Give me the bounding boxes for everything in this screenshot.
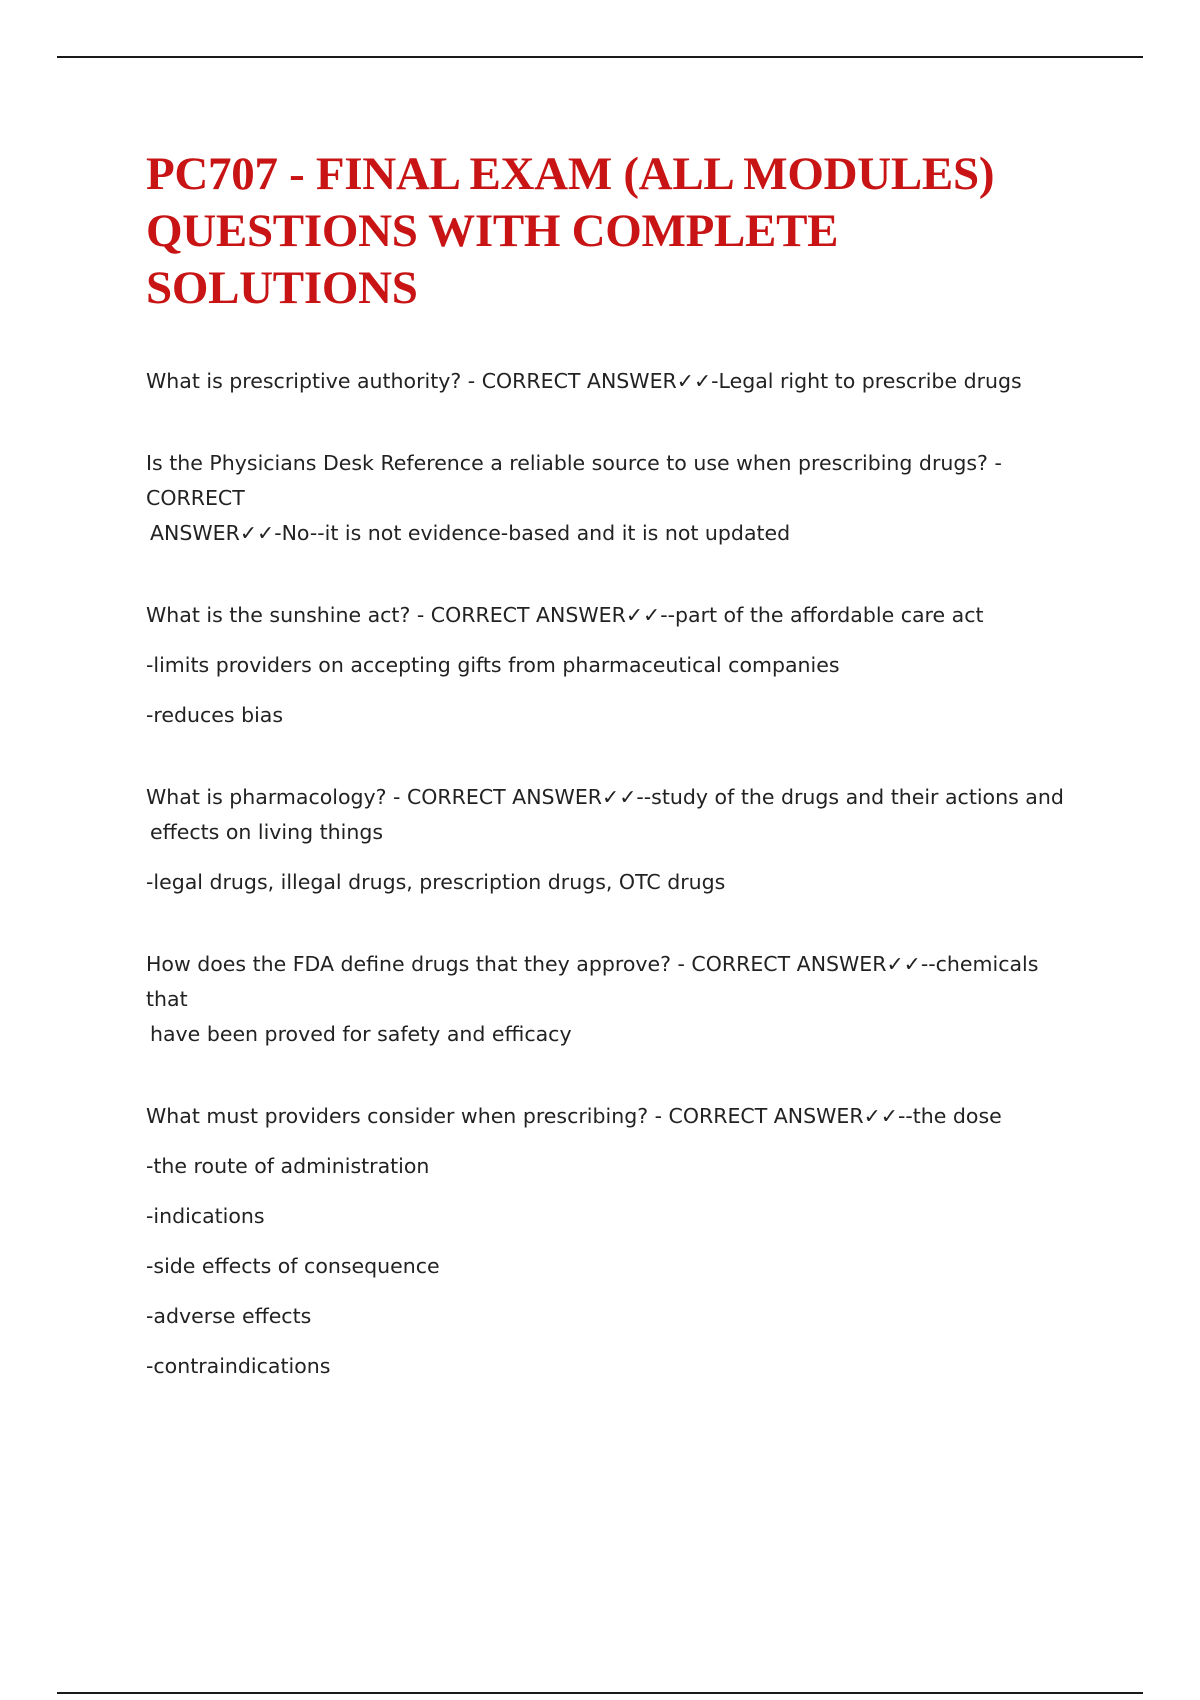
top-rule bbox=[57, 56, 1143, 58]
question-line: What is pharmacology? - CORRECT ANSWER✓✓--study of the drugs and their actions and bbox=[146, 785, 1064, 809]
qa-item bbox=[146, 780, 1076, 900]
answer-detail: -contraindications bbox=[146, 1354, 331, 1378]
question-continuation: have been proved for safety and efficacy bbox=[150, 1022, 572, 1046]
question-text: What must providers consider when prescribing? - CORRECT ANSWER✓✓--the dose bbox=[146, 1104, 1002, 1128]
qa-item bbox=[146, 947, 1076, 1052]
question-line: How does the FDA define drugs that they approve? - CORRECT ANSWER✓✓--chemicals that bbox=[146, 952, 1039, 1011]
answer-detail: -adverse effects bbox=[146, 1304, 312, 1328]
question-text bbox=[146, 780, 1076, 850]
document-title: PC707 - FINAL EXAM (ALL MODULES) QUESTIONS WITH COMPLETE SOLUTIONS bbox=[146, 148, 995, 314]
answer-detail: -indications bbox=[146, 1204, 265, 1228]
bottom-rule bbox=[57, 1692, 1143, 1694]
question-text bbox=[146, 947, 1076, 1052]
question-text bbox=[146, 446, 1076, 551]
qa-item bbox=[146, 598, 1076, 733]
qa-item bbox=[146, 446, 1076, 551]
question-text: What is the sunshine act? - CORRECT ANSWER✓✓--part of the affordable care act bbox=[146, 603, 984, 627]
answer-detail: -limits providers on accepting gifts from pharmaceutical companies bbox=[146, 653, 840, 677]
question-line: Is the Physicians Desk Reference a reliable source to use when prescribing drugs? - CORRECT bbox=[146, 451, 1002, 510]
question-continuation: effects on living things bbox=[150, 820, 384, 844]
qa-list bbox=[146, 364, 1076, 1431]
answer-detail: -reduces bias bbox=[146, 703, 284, 727]
answer-detail: -side effects of consequence bbox=[146, 1254, 440, 1278]
question-continuation: ANSWER✓✓-No--it is not evidence-based and it is not updated bbox=[150, 521, 791, 545]
question-text: What is prescriptive authority? - CORRECT ANSWER✓✓-Legal right to prescribe drugs bbox=[146, 369, 1022, 393]
answer-detail: -legal drugs, illegal drugs, prescription drugs, OTC drugs bbox=[146, 870, 726, 894]
qa-item bbox=[146, 1099, 1076, 1384]
answer-detail: -the route of administration bbox=[146, 1154, 430, 1178]
qa-item bbox=[146, 364, 1076, 399]
